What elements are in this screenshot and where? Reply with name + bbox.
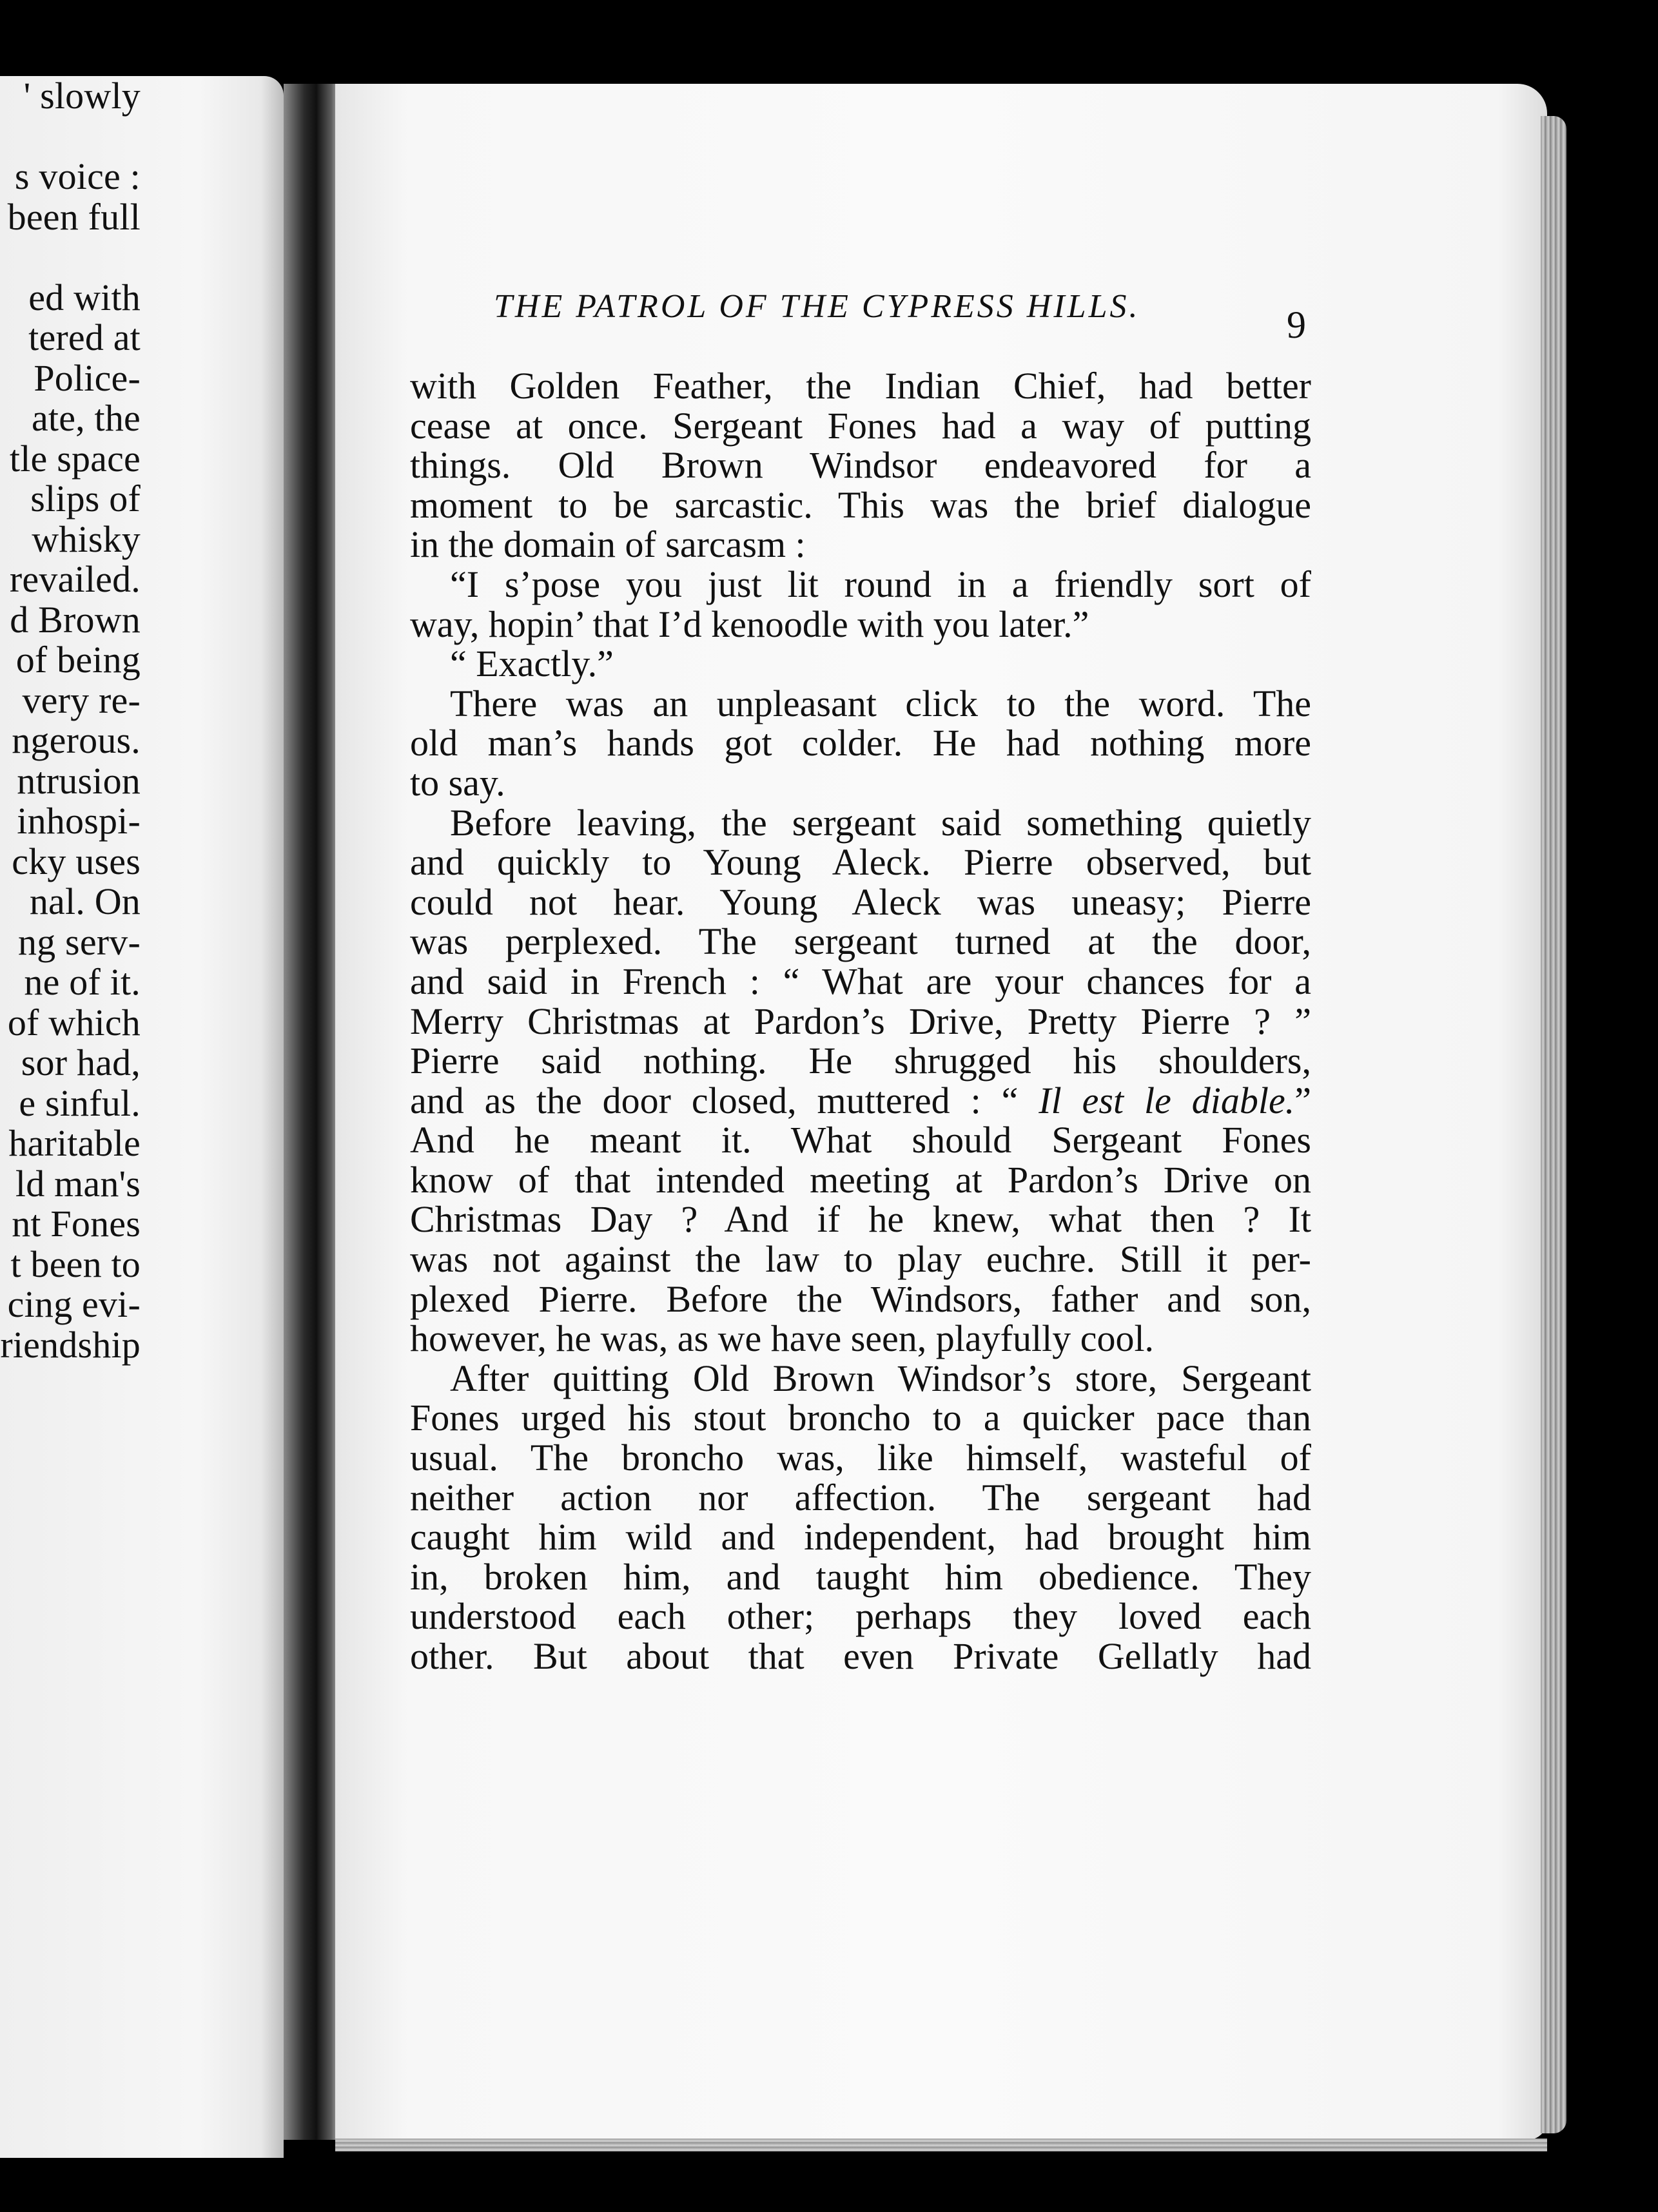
page-bottom-edge	[335, 2139, 1547, 2151]
text-line: There was an unpleasant click to the word. The	[450, 682, 1311, 724]
left-page-line: ' slowly	[23, 76, 141, 117]
text-line: with Golden Feather, the Indian Chief, had better	[410, 365, 1311, 407]
left-page-line: sor had,	[21, 1042, 141, 1083]
text-line: plexed Pierre. Before the Windsors, father and son,	[410, 1277, 1311, 1320]
text-line: could not hear. Young Aleck was uneasy; Pierre	[410, 880, 1311, 923]
text-line: “ Exactly.”	[450, 643, 614, 685]
text-line: and quickly to Young Aleck. Pierre observed, but	[410, 841, 1311, 884]
left-page-line: tle space	[9, 437, 141, 480]
text-line: way, hopin’ that I’d kenoodle with you later.”	[410, 603, 1089, 645]
text-line: “I s’pose you just lit round in a friendly sort of	[450, 563, 1311, 605]
text-line: Fones urged his stout broncho to a quicker pace than	[410, 1397, 1311, 1439]
left-page-line	[0, 117, 141, 157]
left-page-line: tered at	[28, 316, 141, 358]
left-page-line: riendship	[0, 1323, 141, 1366]
text-line: And he meant it. What should Sergeant Fones	[410, 1119, 1311, 1161]
left-page-line: cky uses	[12, 840, 141, 882]
text-line: After quitting Old Brown Windsor’s store, Sergeant	[450, 1357, 1311, 1399]
left-page-line: slips of	[30, 478, 141, 519]
text-line: old man’s hands got colder. He had nothing more	[410, 722, 1311, 764]
left-page-line: ed with	[28, 276, 141, 318]
text-line: neither action nor affection. The sergeant had	[410, 1476, 1311, 1518]
text-line: to say.	[410, 761, 505, 804]
left-page-text	[0, 76, 141, 1365]
left-page-line: d Brown	[10, 598, 141, 641]
left-page-line: e sinful.	[19, 1082, 141, 1124]
text-line: know of that intended meeting at Pardon’s Drive on	[410, 1158, 1311, 1201]
text-line: in the domain of sarcasm :	[410, 523, 806, 566]
text-line: other. But about that even Private Gellatly had	[410, 1635, 1311, 1677]
page-edge	[1541, 116, 1566, 2133]
left-page-line: inhospi-	[17, 800, 141, 842]
left-page-line: s voice :	[14, 155, 141, 197]
text-line: caught him wild and independent, had brought him	[410, 1516, 1311, 1558]
running-head: THE PATROL OF THE CYPRESS HILLS.	[494, 288, 1140, 325]
text-line: however, he was, as we have seen, playfully cool.	[410, 1317, 1155, 1360]
left-page-line: ngerous.	[12, 719, 141, 761]
left-page-line: nal. On	[29, 880, 141, 922]
left-page-line: whisky	[32, 518, 141, 560]
left-page-line: of which	[7, 1001, 141, 1043]
left-page-line: t been to	[10, 1243, 141, 1285]
text-line: Merry Christmas at Pardon’s Drive, Pretty Pierre ? ”	[410, 1000, 1311, 1042]
text-line: was perplexed. The sergeant turned at the door,	[410, 920, 1311, 963]
text-line: and said in French : “ What are your chances for a	[410, 960, 1311, 1002]
text-line: usual. The broncho was, like himself, wasteful of	[410, 1437, 1311, 1479]
left-page-line: revailed.	[9, 558, 141, 600]
left-page-line: haritable	[8, 1122, 141, 1164]
text-line: in, broken him, and taught him obedience. They	[410, 1555, 1311, 1598]
text-line: was not against the law to play euchre. Still it per-	[410, 1238, 1311, 1281]
left-page-line	[0, 237, 141, 278]
text-line: Pierre said nothing. He shrugged his shoulders,	[410, 1040, 1311, 1082]
text-line: Christmas Day ? And if he knew, what then ? It	[410, 1198, 1311, 1241]
left-page-line: Police-	[34, 356, 141, 399]
left-page-line: of being	[15, 639, 141, 681]
book-gutter	[284, 84, 343, 2140]
left-page-line: nt Fones	[12, 1203, 141, 1245]
text-line: things. Old Brown Windsor endeavored for a	[410, 444, 1311, 487]
left-page-line: cing evi-	[7, 1283, 141, 1325]
body-text	[410, 366, 1311, 1676]
page-number: 9	[1287, 304, 1306, 346]
left-page-line: ne of it.	[24, 961, 141, 1003]
text-line: moment to be sarcastic. This was the brief dialogue	[410, 483, 1311, 526]
text-line: cease at once. Sergeant Fones had a way of putting	[410, 404, 1311, 447]
left-page-line: very re-	[22, 679, 141, 721]
left-page-line: ate, the	[31, 397, 141, 439]
left-page	[0, 76, 284, 2158]
text-line: understood each other; perhaps they loved each	[410, 1595, 1311, 1638]
text-line: and as the door closed, muttered : “ Il est le diable.”	[410, 1079, 1312, 1121]
text-line: Before leaving, the sergeant said something quietly	[450, 801, 1311, 844]
left-page-line: ld man's	[15, 1162, 141, 1205]
left-page-line: ntrusion	[17, 759, 141, 802]
left-page-line: been full	[7, 195, 141, 238]
left-page-line: ng serv-	[17, 920, 141, 963]
